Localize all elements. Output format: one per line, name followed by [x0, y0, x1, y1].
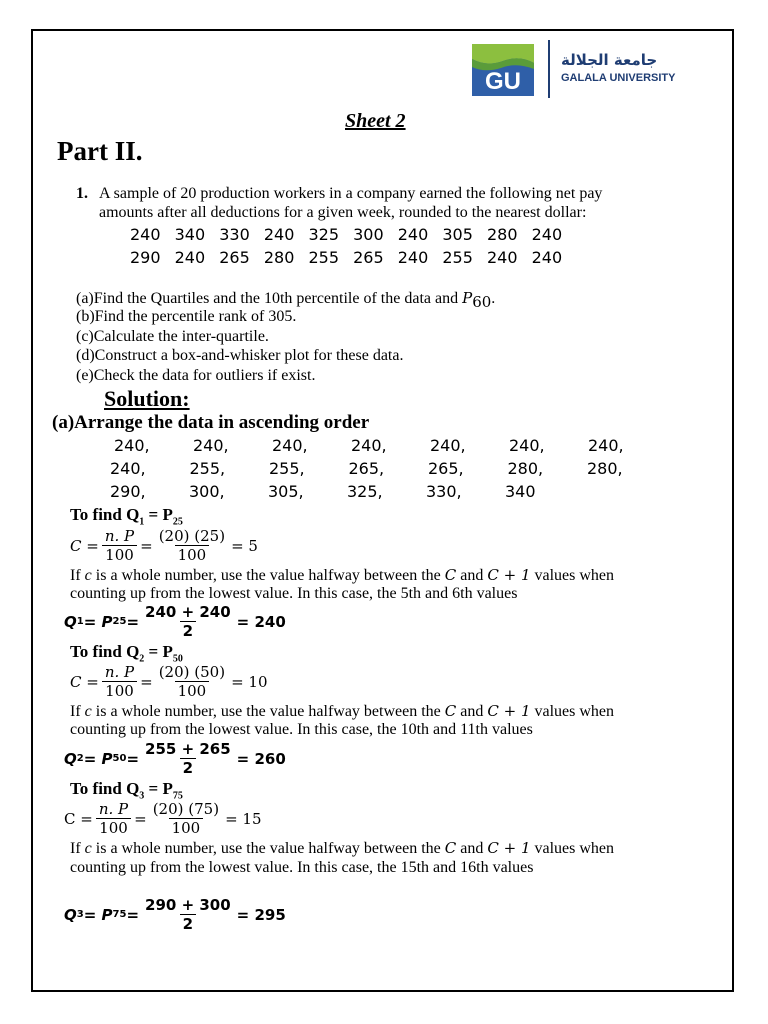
q2-heading: To find $Q_2 = P_{50}$ [70, 642, 183, 665]
q3-c-formula: C = $\frac{n. P}{100}$ = $\frac{(20) (75)}{100}$ = 15 [64, 800, 262, 837]
sorted-value: 305, [268, 482, 304, 501]
q1-c-formula: C = $\frac{n. P}{100}$ = $\frac{(20) (25)}{100}$ = 5 [70, 527, 258, 564]
sorted-value: 240, [114, 436, 150, 455]
sorted-value: 240, [110, 459, 146, 478]
q1-note-line-1: If c is a whole number, use the value halfway between the C and C + 1 values when [70, 566, 615, 584]
sorted-value: 265, [428, 459, 464, 478]
data-row-1: 240 340 330 240 325 300 240 305 280 240 [130, 225, 563, 244]
sorted-value: 240, [588, 436, 624, 455]
data-row-2: 290 240 265 280 255 265 240 255 240 240 [130, 248, 563, 267]
question-line-1: A sample of 20 production workers in a company earned the following net pay [99, 185, 603, 202]
sorted-row-2 [110, 459, 667, 478]
sorted-value: 340 [505, 482, 536, 501]
sorted-row-3 [110, 482, 584, 501]
q1-result-formula: Q 1 = P 25 = $\frac{240 + 240}{2}$ = 240 [64, 603, 286, 640]
sorted-value: 280, [507, 459, 544, 478]
university-name-english: GALALA UNIVERSITY [561, 72, 676, 84]
sorted-row-1 [114, 436, 667, 455]
sorted-value: 300, [189, 482, 225, 501]
task-d: (d)Construct a box-and-whisker plot for these data. [76, 347, 404, 364]
sorted-value: 290, [110, 482, 146, 501]
q2-result-formula: Q 2 = P 50 = $\frac{255 + 265}{2}$ = 260 [64, 740, 286, 777]
sorted-value: 240, [351, 436, 387, 455]
q3-result-formula: Q 3 = P 75 = $\frac{290 + 300}{2}$ = 295 [64, 896, 286, 933]
task-e: (e)Check the data for outliers if exist. [76, 367, 316, 384]
q3-note-line-2: counting up from the lowest value. In this case, the 15th and 16th values [70, 859, 534, 876]
sorted-value: 325, [347, 482, 383, 501]
q3-heading: To find $Q_3 = P_{75}$ [70, 779, 183, 802]
task-a: (a)Find the Quartiles and the 10th percentile of the data and $P_{60}$. [76, 289, 496, 312]
logo-divider [548, 40, 550, 98]
part-title: Part II. [57, 136, 143, 166]
question-number: 1. [76, 185, 88, 202]
sorted-value: 240, [430, 436, 466, 455]
university-name-arabic: جامعة الجلالة [561, 51, 658, 69]
sorted-value: 255, [269, 459, 305, 478]
sorted-value: 240, [193, 436, 229, 455]
sorted-value: 240, [509, 436, 545, 455]
sorted-value: 280, [587, 459, 623, 478]
question-line-2: amounts after all deductions for a given week, rounded to the nearest dollar: [99, 204, 587, 221]
task-c: (c)Calculate the inter-quartile. [76, 328, 269, 345]
q1-heading: To find $Q_1 = P_{25}$ [70, 505, 183, 528]
q3-note-line-1: If c is a whole number, use the value halfway between the C and C + 1 values when [70, 839, 615, 857]
arrange-heading: (a)Arrange the data in ascending order [52, 412, 370, 433]
task-b: (b)Find the percentile rank of 305. [76, 308, 297, 325]
q2-c-formula: C = $\frac{n. P}{100}$ = $\frac{(20) (50)}{100}$ = 10 [70, 663, 268, 700]
sorted-value: 240, [272, 436, 308, 455]
sorted-value: 330, [426, 482, 462, 501]
sheet-title: Sheet 2 [345, 110, 406, 132]
q1-note-line-2: counting up from the lowest value. In this case, the 5th and 6th values [70, 585, 518, 602]
sorted-value: 265, [348, 459, 385, 478]
solution-heading: Solution: [104, 386, 190, 411]
logo-text: GU [485, 68, 521, 95]
q2-note-line-2: counting up from the lowest value. In this case, the 10th and 11th values [70, 721, 533, 738]
q2-note-line-1: If c is a whole number, use the value halfway between the C and C + 1 values when [70, 702, 615, 720]
galala-logo [471, 43, 535, 97]
sorted-value: 255, [189, 459, 226, 478]
